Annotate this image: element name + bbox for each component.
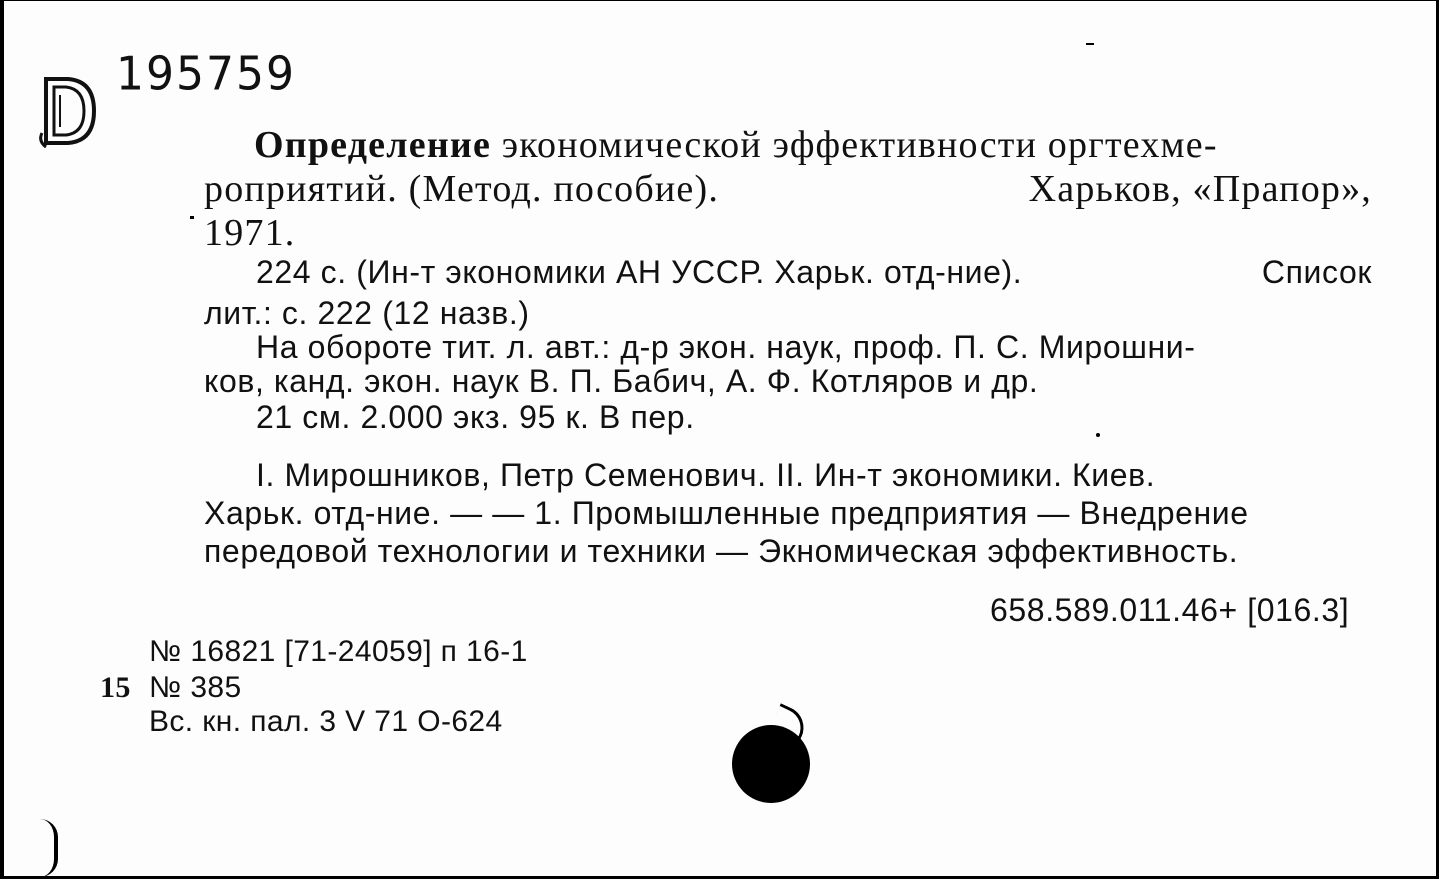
description-line-6: На обороте тит. л. авт.: д-р экон. наук, проф. П. С. Мирошни- bbox=[256, 329, 1196, 365]
description-line-8: 21 см. 2.000 экз. 95 к. В пер. bbox=[256, 399, 695, 435]
title-line-2 bbox=[204, 167, 1372, 211]
title-bold: Определение bbox=[254, 124, 492, 166]
description-line-4 bbox=[256, 254, 1372, 291]
speck-mark bbox=[1096, 433, 1100, 437]
registry-line-3: Вс. кн. пал. 3 V 71 О-624 bbox=[149, 705, 503, 738]
description-line-4-left: 224 с. (Ин-т экономики АН УССР. Харьк. отд-ние). bbox=[256, 254, 1023, 290]
title-line-2-right: Харьков, «Прапор», bbox=[1028, 168, 1372, 210]
edge-mark bbox=[40, 819, 58, 877]
library-logo-icon bbox=[34, 71, 104, 151]
title-line-1 bbox=[254, 123, 1372, 167]
title-year: 1971. bbox=[204, 212, 296, 254]
registry-prefix: 15 bbox=[100, 671, 131, 704]
subjects-line-2: Харьк. отд-ние. — — 1. Промышленные предприятия — Внедрение bbox=[204, 495, 1249, 531]
title-line-2-left: роприятий. (Метод. пособие). bbox=[204, 168, 720, 210]
subjects-line-3: передовой технологии и техники — Экномическая эффективность. bbox=[204, 533, 1239, 569]
subjects-line-1: I. Мирошников, Петр Семенович. II. Ин-т экономики. Киев. bbox=[256, 457, 1156, 493]
title-line-1-rest: экономической эффективности оргтехме- bbox=[501, 124, 1218, 166]
registry-line-1: № 16821 [71-24059] п 16-1 bbox=[149, 635, 528, 668]
card-number: 195759 bbox=[116, 47, 296, 102]
description-line-5: лит.: с. 222 (12 назв.) bbox=[204, 295, 530, 331]
speck-mark bbox=[1086, 43, 1094, 45]
udc-classification: 658.589.011.46+ [016.3] bbox=[990, 592, 1350, 628]
description-line-4-right: Список bbox=[1261, 254, 1372, 290]
speck-mark bbox=[190, 216, 194, 219]
registry-line-2: № 385 bbox=[149, 671, 242, 704]
description-line-7: ков, канд. экон. наук В. П. Бабич, А. Ф. Котляров и др. bbox=[204, 363, 1039, 399]
